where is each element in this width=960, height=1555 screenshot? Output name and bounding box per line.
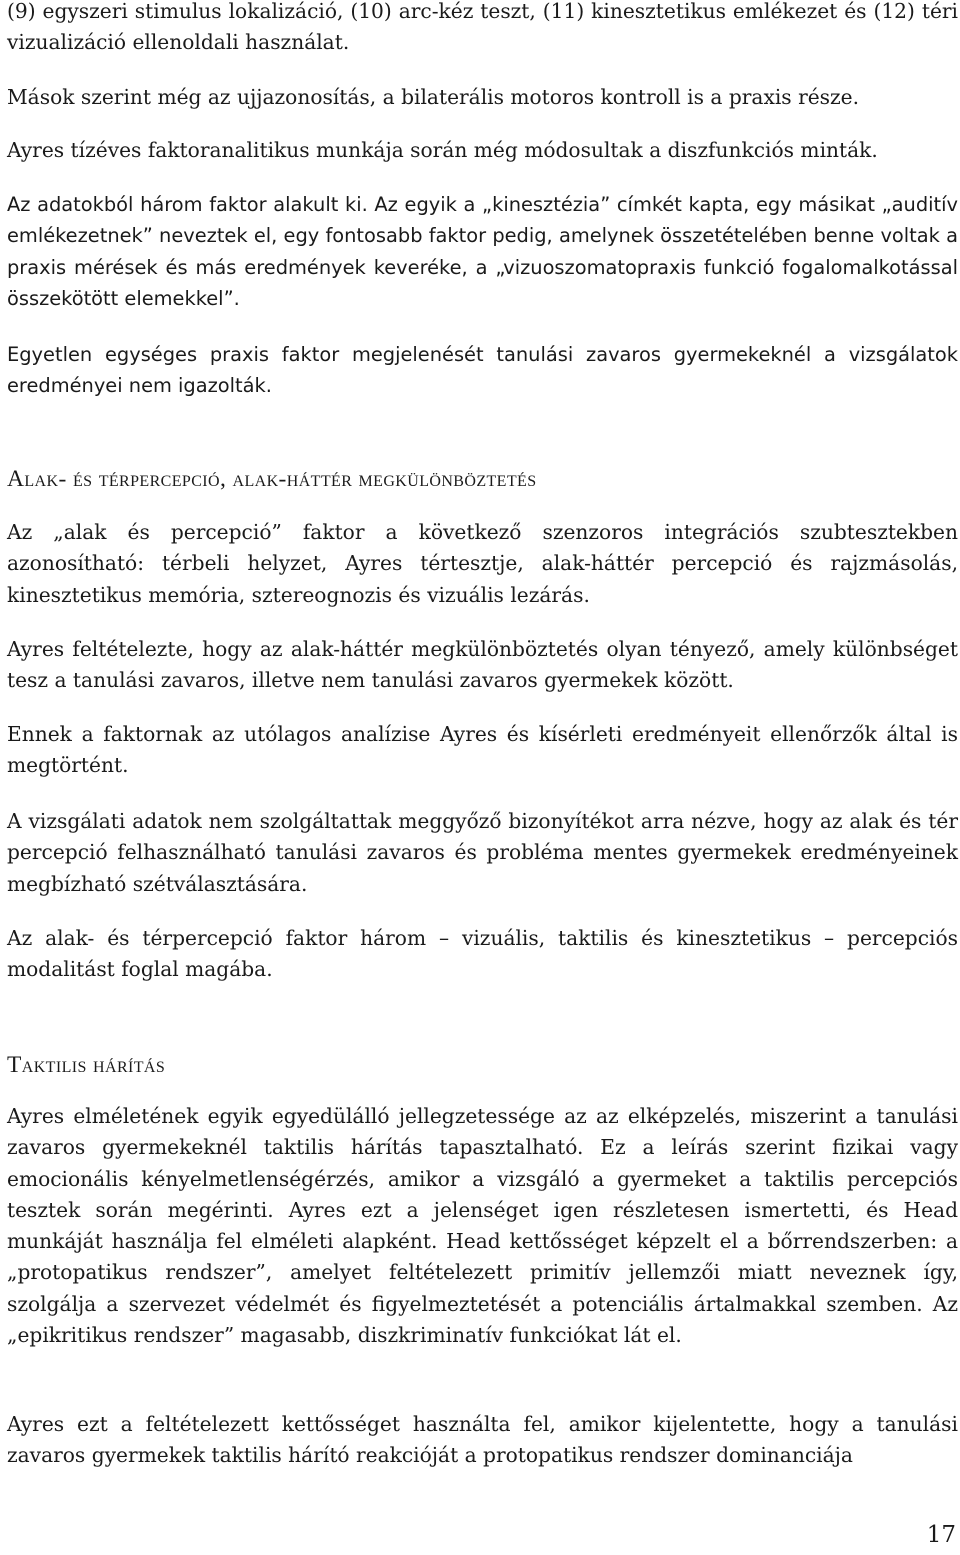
paragraph: (9) egyszeri stimulus lokalizáció, (10) arc-kéz teszt, (11) kinesztetikus emlékezet és (12) téri vizualizáció ellenoldali használat. — [7, 0, 958, 55]
paragraph: Ayres feltételezte, hogy az alak-háttér megkülönböztetés olyan tényező, amely különbséget tesz a tanulási zavaros, illetve nem tanulási zavaros gyermekek között. — [7, 637, 958, 693]
section-heading: Alak- és térpercepció, alak-háttér megkülönböztetés — [7, 466, 537, 492]
section-heading: Taktilis hárítás — [7, 1052, 166, 1078]
paragraph-rest: Az egyik a „kinesztézia” címkét kapta, egy másikat „auditív emlékezetnek” neveztek el, egy fontosabb faktor pedig, amelynek összetételében benne voltak a praxis mérések és más eredmények keveréke, a „vizuoszomatopraxis funkció fogalomalkotással összekötött elemekkel”. — [7, 193, 958, 310]
paragraph: Egyetlen egységes praxis faktor megjelenését tanulási zavaros gyermekeknél a vizsgálatok eredményei nem igazolták. — [7, 343, 958, 398]
paragraph: Ayres ezt a feltételezett kettősséget használta fel, amikor kijelentette, hogy a tanulási zavaros gyermekek taktilis hárító reakcióját a protopatikus rendszer dominanciája — [7, 1412, 958, 1468]
page-number: 17 — [926, 1522, 956, 1548]
paragraph: Mások szerint még az ujjazonosítás, a bilaterális motoros kontroll is a praxis része. — [7, 85, 860, 109]
paragraph: Ennek a faktornak az utólagos analízise Ayres és kísérleti eredményeit ellenőrzők által is megtörtént. — [7, 722, 958, 778]
paragraph: Az alak- és térpercepció faktor három – vizuális, taktilis és kinesztetikus – percepciós modalitást foglal magába. — [7, 926, 958, 982]
paragraph: Ayres elméletének egyik egyedülálló jellegzetessége az az elképzelés, miszerint a tanulási zavaros gyermekeknél taktilis hárítás tapasztalható. Ez a leírás szerint fizikai vagy emocionális kényelmetlenségérzés, amikor a vizsgáló a gyermeket a taktilis percepciós tesztek során megérinti. Ayres ezt a jelenséget igen részletesen ismertetti, és Head munkáját használja fel elméleti alapként. Head kettősséget képzelt el a bőrrendszerben: a „protopatikus rendszer”, amelyet feltételezett primitív jellemzői miatt neveznek így, szolgálja a szervezet védelmét és figyelmeztetését a potenciális ártalmakkal szemben. Az „epikritikus rendszer” magasabb, diszkriminatív funkciókat lát el. — [7, 1104, 958, 1348]
paragraph: A vizsgálati adatok nem szolgáltattak meggyőző bizonyítékot arra nézve, hogy az alak és tér percepció felhasználható tanulási zavaros és probléma mentes gyermekek eredményeinek megbízható szétválasztására. — [7, 809, 958, 896]
paragraph: Ayres tízéves faktoranalitikus munkája során még módosultak a diszfunkciós minták. — [7, 138, 878, 162]
paragraph-mixed — [7, 189, 958, 314]
paragraph: Az „alak és percepció” faktor a következő szenzoros integrációs szubtesztekben azonosítható: térbeli helyzet, Ayres tértesztje, alak-háttér percepció és rajzmásolás, kinesztetikus memória, sztereognozis és vizuális lezárás. — [7, 520, 958, 607]
paragraph-lead: Az adatokból három faktor alakult ki. — [7, 193, 368, 216]
